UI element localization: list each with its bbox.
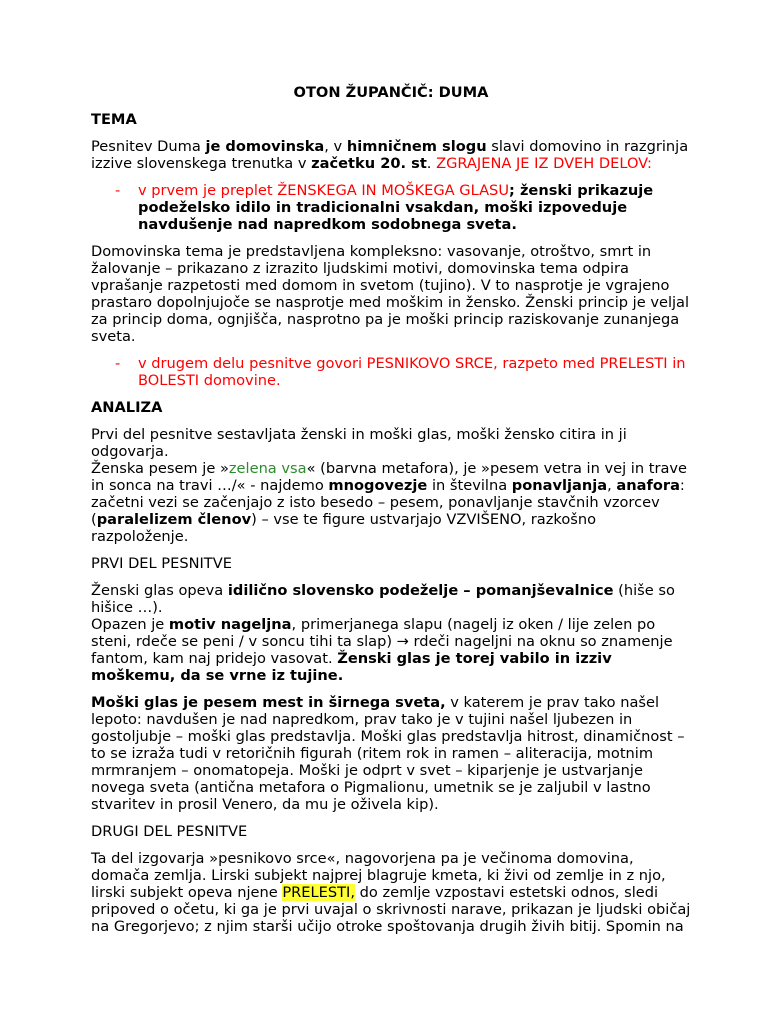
prvi-paragraph-3: Moški glas je pesem mest in širnega sveta, v katerem je prav tako našel lepoto: navdušen je nad napredkom, prav tako je v tujini našel ljubezen in gostoljubje – moški glas predstavlja. Moški glas predstavlja hitrost, dinamičnost – to se izraža tudi v retoričnih figurah (ritem rok in ramen – aliteracija, motnim mrmranjem – onomatopeja. Moški je odprt v svet – kiparjenje je ustvarjanje novega sveta (antična metafora o Pigmalionu, umetnik se je zaljubil v lastno stvaritev in prosil Venero, da mu je oživela kip). bbox=[91, 694, 685, 813]
section-heading-tema: TEMA bbox=[91, 111, 137, 128]
drugi-paragraph-1: Ta del izgovarja »pesnikovo srce«, nagovorjena pa je večinoma domovina, domača zemlja. Lirski subjekt najprej blagruje kmeta, ki živi od zemlje in z njo, lirski subjekt opeva njene PRELESTI, do zemlje vzpostavi estetski odnos, sledi pripoved o očetu, ki ga je prvi uvajal o skrivnosti narave, prikazan je ljudski običaj na Gregorjevo; z njim starši učijo otroke spoštovanja drugih živih bitij. Spomin na bbox=[91, 850, 691, 935]
section-heading-drugi-del: DRUGI DEL PESNITVE bbox=[91, 823, 248, 840]
analiza-paragraph-2: Ženska pesem je »zelena vsa« (barvna metafora), je »pesem vetra in vej in trave in sonca na travi …/« - najdemo mnogovezje in številna ponavljanja, anafora: začetni vezi se začenjajo z isto besedo – pesem, ponavljanje stavčnih vzorcev (paralelizem členov) – vse te figure ustvarjajo VZVIŠENO, razkošno razpoloženje. bbox=[91, 460, 688, 545]
analiza-paragraph-1: Prvi del pesnitve sestavljata ženski in moški glas, moški žensko citira in ji odgovarja. bbox=[91, 426, 627, 460]
arrow-right-icon: → bbox=[396, 633, 409, 650]
tema-paragraph-1: Pesnitev Duma je domovinska, v himničnem slogu slavi domovino in razgrinja izzive slovenskega trenutka v začetku 20. st. ZGRAJENA JE IZ DVEH DELOV: bbox=[91, 138, 689, 172]
tema-list-2 bbox=[91, 355, 691, 389]
prvi-paragraph-1: Ženski glas opeva idilično slovensko podeželje – pomanjševalnice (hiše so hišice …). bbox=[91, 582, 675, 616]
tema-paragraph-2: Domovinska tema je predstavljena kompleksno: vasovanje, otroštvo, smrt in žalovanje – prikazano z izrazito ljudskimi motivi, domovinska tema odpira vprašanje razpetosti med domom in svetom (tujino). V to nasprotje je vgrajeno prastaro dopolnjujoče se nasprotje med moškim in žensko. Ženski princip je veljal za princip doma, ognjišča, nasprotno pa je moški princip raziskovanje zunanjega sveta. bbox=[91, 243, 690, 345]
highlighted-text: PRELESTI, bbox=[282, 884, 355, 901]
document-page bbox=[91, 84, 691, 945]
list-item: - v prvem je preplet ŽENSKEGA IN MOŠKEGA GLASU; ženski prikazuje podeželsko idilo in tradicionalni vsakdan, moški izpoveduje navdušenje nad napredkom sodobnega sveta. bbox=[115, 182, 654, 233]
list-item: - v drugem delu pesnitve govori PESNIKOVO SRCE, razpeto med PRELESTI in BOLESTI domovine. bbox=[115, 355, 686, 389]
tema-list-1 bbox=[91, 182, 691, 233]
document-title: OTON ŽUPANČIČ: DUMA bbox=[293, 84, 489, 101]
section-heading-prvi-del: PRVI DEL PESNITVE bbox=[91, 555, 232, 572]
dash-bullet-icon: - bbox=[115, 355, 121, 372]
dash-bullet-icon: - bbox=[115, 182, 121, 199]
prvi-paragraph-2: Opazen je motiv nageljna, primerjanega slapu (nagelj iz oken / lije zelen po steni, rdeče se peni / v soncu tihi ta slap) → rdeči nageljni na oknu so znamenje fantom, kam naj pridejo vasovat. Ženski glas je torej vabilo in izziv moškemu, da se vrne iz tujine. bbox=[91, 616, 673, 684]
section-heading-analiza: ANALIZA bbox=[91, 399, 163, 416]
